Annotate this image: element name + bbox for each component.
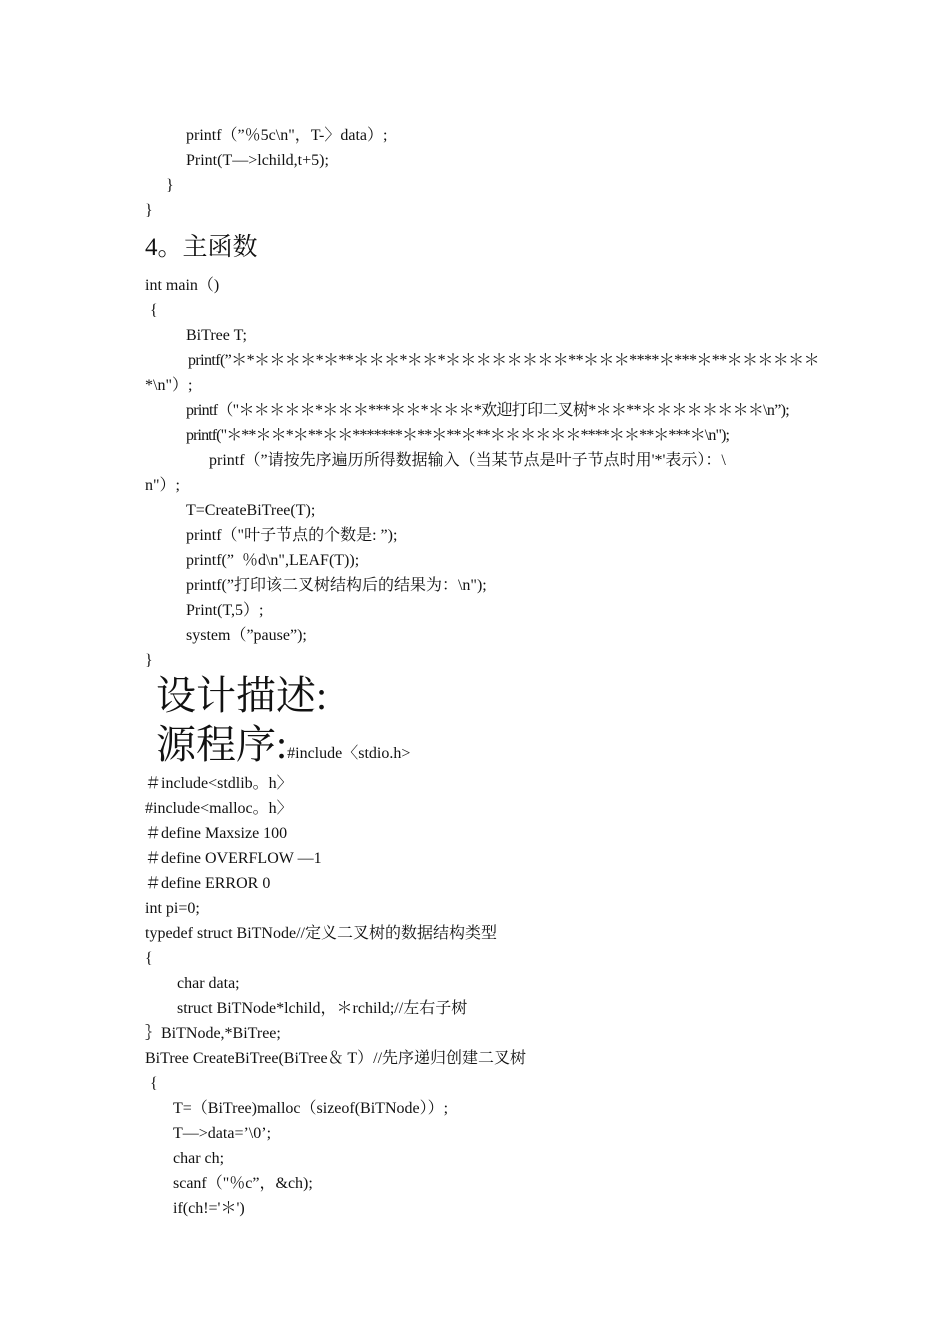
code-line: *\n"）; [145, 377, 193, 394]
code-line: typedef struct BiTNode//定义二叉树的数据结构类型 [145, 925, 497, 942]
code-line: printf(” ％d\n",LEAF(T)); [186, 552, 360, 569]
code-line: BiTree CreateBiTree(BiTree＆ T）//先序递归创建二叉树 [145, 1050, 527, 1067]
code-line: ＃include<stdlib。h〉 [145, 775, 293, 792]
code-line: T=CreateBiTree(T); [186, 502, 316, 519]
code-line: ＃define OVERFLOW —1 [145, 850, 322, 867]
code-line: scanf（"％c”，&ch); [173, 1175, 313, 1192]
code-line: #include<malloc。h〉 [145, 800, 293, 817]
code-line: printf（"＊＊＊＊＊*＊＊＊***＊＊*＊＊＊*欢迎打印二叉树*＊＊**＊＊＊＊＊＊＊＊\n”); [186, 402, 789, 419]
code-line: printf（”请按先序遍历所得数据输入（当某节点是叶子节点时用'*'表示）：\ [209, 452, 726, 469]
code-line: if(ch!='＊') [173, 1200, 245, 1217]
code-line: printf("＊**＊＊*＊**＊＊*******＊**＊**＊**＊＊＊＊＊＊****＊＊**＊***＊\n"); [186, 427, 730, 444]
code-line: char data; [177, 975, 240, 992]
code-line: Print(T—>lchild,t+5); [186, 152, 329, 169]
code-line: printf(”＊*＊＊＊＊*＊**＊＊＊*＊＊*＊＊＊＊＊＊＊＊**＊＊＊****＊***＊**＊＊＊＊＊＊ [188, 352, 819, 369]
code-line: char ch; [173, 1150, 225, 1167]
code-line: T=（BiTree)malloc（sizeof(BiTNode））; [173, 1100, 449, 1117]
code-line: system（”pause”); [186, 627, 307, 644]
code-line: } [166, 177, 174, 194]
code-line: printf（"叶子节点的个数是: ”); [186, 527, 398, 544]
code-line: printf（”％5c\n"，T-〉data）; [186, 127, 388, 144]
design-heading: 设计描述: [156, 673, 328, 718]
code-line: n"）; [145, 477, 180, 494]
code-line: ＃define ERROR 0 [145, 875, 271, 892]
code-line: { [150, 302, 158, 319]
code-line: { [145, 950, 153, 967]
code-line: struct BiTNode*lchild，＊rchild;//左右子树 [177, 1000, 468, 1017]
code-line: Print(T,5）; [186, 602, 264, 619]
code-line: ｝BiTNode,*BiTree; [145, 1025, 281, 1042]
code-line: int main（) [145, 277, 220, 294]
code-line: BiTree T; [186, 327, 247, 344]
code-line: } [145, 652, 153, 669]
code-line: printf(”打印该二叉树结构后的结果为：\n"); [186, 577, 487, 594]
code-line: } [145, 202, 153, 219]
code-line: ＃define Maxsize 100 [145, 825, 288, 842]
code-line: T—>data=’\0’; [173, 1125, 272, 1142]
code-line: { [150, 1075, 158, 1092]
section-heading: 4。主函数 [145, 234, 258, 261]
code-line: int pi=0; [145, 900, 200, 917]
code-line: #include〈stdio.h> [287, 745, 411, 762]
source-heading [156, 722, 410, 777]
source-heading-label: 源程序: [156, 722, 288, 767]
